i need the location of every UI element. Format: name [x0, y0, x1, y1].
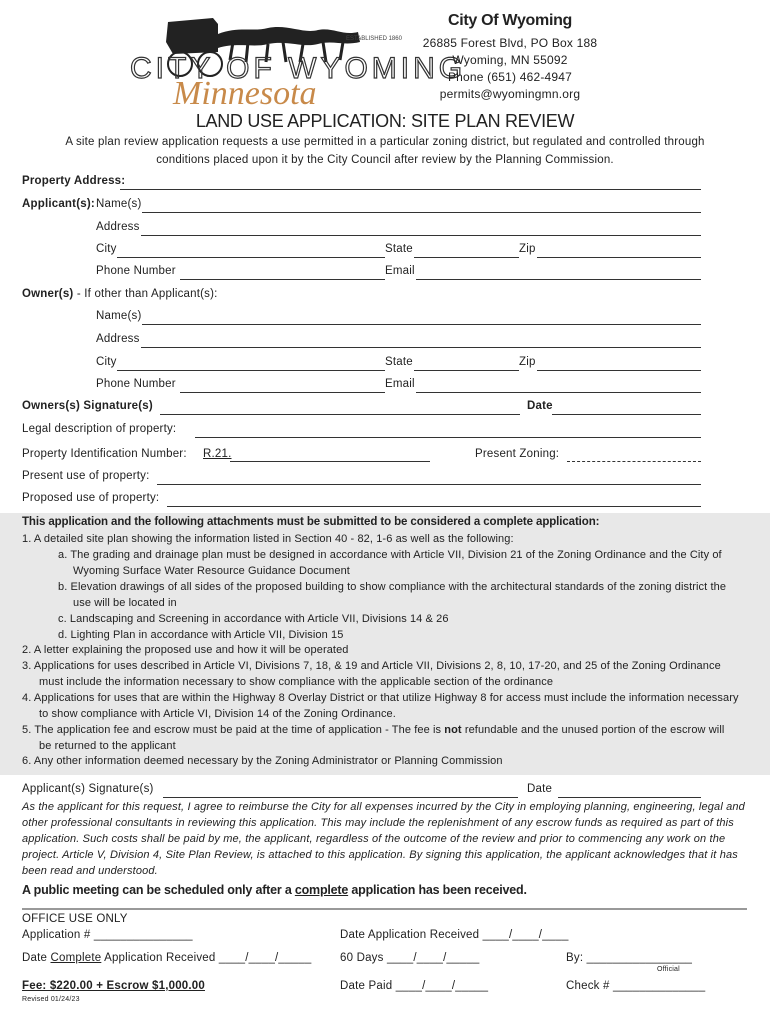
applicants-label: Applicant(s):	[22, 198, 95, 210]
attachments-heading: This application and the following attachments must be submitted to be considered a complete application:	[22, 516, 600, 528]
by-official[interactable]: By: ________________	[566, 952, 693, 964]
legal-description-field[interactable]	[195, 437, 701, 438]
owners-date-field[interactable]	[552, 414, 701, 415]
applicant-address-label: Address	[96, 221, 140, 233]
applicant-date-label: Date	[527, 783, 553, 795]
page-title: LAND USE APPLICATION: SITE PLAN REVIEW	[195, 111, 575, 131]
attachment-item-5-cont: be returned to the applicant	[39, 740, 176, 752]
owner-names-field[interactable]	[142, 324, 701, 325]
owner-email-label: Email	[385, 378, 415, 390]
proposed-use-label: Proposed use of property:	[22, 492, 160, 504]
agreement-line-4: project. Article V, Division 4, Site Plan Review, is attached to this application. By signing this application, the applicant acknowledges that it has	[22, 849, 738, 861]
attachment-item-1c: c. Landscaping and Screening in accordance with Article VII, Divisions 14 & 26	[58, 613, 449, 625]
complete-word: Complete	[50, 952, 102, 964]
applicant-zip-label: Zip	[519, 243, 536, 255]
attachment-item-5-not: not	[444, 724, 462, 736]
intro-line-1: A site plan review application requests a use permitted in a particular zoning district, but regulated and controlled through	[65, 136, 705, 148]
attachment-item-1d: d. Lighting Plan in accordance with Article VII, Division 15	[58, 629, 344, 641]
agreement-line-3: application. Such costs shall be paid by me, the applicant, regardless of the outcome of the review and prior to commencing any work on the	[22, 833, 726, 845]
present-zoning-label: Present Zoning:	[475, 448, 560, 460]
pin-value: R.21.	[203, 448, 232, 460]
attachment-item-1b-cont: use will be located in	[73, 597, 177, 609]
owner-address-field[interactable]	[141, 347, 701, 348]
check-number[interactable]: Check # ______________	[566, 980, 706, 992]
office-use-label: OFFICE USE ONLY	[22, 913, 128, 925]
owners-label: Owner(s)	[22, 288, 74, 300]
present-use-label: Present use of property:	[22, 470, 150, 482]
address-line-2: Wyoming, MN 55092	[452, 53, 568, 67]
attachment-item-4: 4. Applications for uses that are within the Highway 8 Overlay District or that utilize Highway 8 for access must include the information necessary	[22, 692, 739, 704]
present-use-field[interactable]	[157, 484, 701, 485]
attachment-item-1a: a. The grading and drainage plan must be designed in accordance with Article VII, Division 21 of the Zoning Ordinance and the City of	[58, 549, 722, 561]
pin-label: Property Identification Number:	[22, 448, 187, 460]
city-logo	[118, 12, 467, 112]
owner-phone-field[interactable]	[180, 392, 385, 393]
email: permits@wyomingmn.org	[439, 87, 581, 101]
city-title: City Of Wyoming	[447, 12, 573, 29]
date-complete-suffix: Application Received ____/____/_____	[101, 952, 312, 964]
applicant-state-field[interactable]	[414, 257, 519, 258]
official-label: Official	[657, 966, 680, 973]
attachment-item-1: 1. A detailed site plan showing the information listed in Section 40 - 82, 1-6 as well as the following:	[22, 533, 514, 545]
owner-zip-field[interactable]	[537, 370, 701, 371]
applicant-state-label: State	[385, 243, 413, 255]
fee-label: Fee: $220.00 + Escrow $1,000.00	[22, 980, 205, 992]
attachment-item-1a-cont: Wyoming Surface Water Resource Guidance Document	[73, 565, 350, 577]
attachment-item-5-text-b: refundable and the unused portion of the escrow will	[461, 724, 725, 736]
attachment-item-5-text-a: 5. The application fee and escrow must be paid at the time of application - The fee is	[22, 724, 445, 736]
date-complete-prefix: Date	[22, 952, 51, 964]
owner-address-label: Address	[96, 333, 140, 345]
agreement-line-5: been read and understood.	[22, 865, 158, 877]
applicant-email-label: Email	[385, 265, 415, 277]
stagecoach-logo-graphic	[118, 12, 467, 112]
attachment-item-5	[22, 722, 724, 738]
applicant-signature-label: Applicant(s) Signature(s)	[22, 783, 154, 795]
date-application-received[interactable]: Date Application Received ____/____/____	[340, 929, 569, 941]
applicant-phone-label: Phone Number	[96, 265, 176, 277]
owner-names-label: Name(s)	[96, 310, 142, 322]
owners-heading	[22, 288, 218, 300]
date-complete-received[interactable]	[22, 952, 311, 964]
public-meeting-post: application has been received.	[348, 883, 527, 897]
pin-field[interactable]	[230, 461, 430, 462]
public-meeting-pre: A public meeting can be scheduled only after a	[22, 883, 295, 897]
agreement-line-2: other professional consultants in reviewing this application. This may include the replenishment of any escrow funds as required as part of this	[22, 817, 734, 829]
applicant-date-field[interactable]	[558, 797, 701, 798]
attachment-item-4-cont: to show compliance with Article VI, Division 14 of the Zoning Ordinance.	[39, 708, 396, 720]
owner-phone-label: Phone Number	[96, 378, 176, 390]
public-meeting-note	[22, 883, 527, 897]
logo-established: ESTABLISHED 1860	[346, 36, 402, 42]
application-number[interactable]: Application # _______________	[22, 929, 193, 941]
sixty-days[interactable]: 60 Days ____/____/_____	[340, 952, 480, 964]
owner-state-field[interactable]	[414, 370, 519, 371]
applicant-names-field[interactable]	[142, 212, 701, 213]
agreement-line-1: As the applicant for this request, I agree to reimburse the City for all expenses incurred by the City in employing planning, engineering, legal and	[22, 801, 745, 813]
attachment-item-1b: b. Elevation drawings of all sides of the proposed building to show compliance with the architectural standards of the zoning district the	[58, 581, 727, 593]
address-line-1: 26885 Forest Blvd, PO Box 188	[422, 36, 598, 50]
present-zoning-field[interactable]	[567, 461, 701, 462]
property-address-field[interactable]	[120, 189, 701, 190]
applicant-zip-field[interactable]	[537, 257, 701, 258]
owners-signature-field[interactable]	[160, 414, 520, 415]
owners-signature-label: Owners(s) Signature(s)	[22, 400, 153, 412]
attachment-item-2: 2. A letter explaining the proposed use and how it will be operated	[22, 644, 349, 656]
owner-zip-label: Zip	[519, 356, 536, 368]
applicant-address-field[interactable]	[141, 235, 701, 236]
owners-note: - If other than Applicant(s):	[73, 288, 218, 300]
revised-date: Revised 01/24/23	[22, 996, 80, 1003]
owners-date-label: Date	[527, 400, 553, 412]
applicant-signature-field[interactable]	[163, 797, 518, 798]
owner-city-field[interactable]	[117, 370, 385, 371]
attachment-item-6: 6. Any other information deemed necessary by the Zoning Administrator or Planning Commission	[22, 755, 503, 767]
applicant-phone-field[interactable]	[180, 279, 385, 280]
applicant-city-field[interactable]	[117, 257, 385, 258]
logo-text: CITY OF WYOMING	[130, 52, 467, 85]
attachment-item-3: 3. Applications for uses described in Article VI, Divisions 7, 18, & 19 and Article VII, Divisions 2, 8, 10, 17-20, and 25 of the Zoning Ordinance	[22, 660, 721, 672]
proposed-use-field[interactable]	[167, 506, 701, 507]
legal-description-label: Legal description of property:	[22, 423, 177, 435]
intro-line-2: conditions placed upon it by the City Council after review by the Planning Commission.	[156, 154, 614, 166]
applicant-names-label: Name(s)	[96, 198, 142, 210]
logo-script: Minnesota	[173, 75, 317, 112]
date-paid[interactable]: Date Paid ____/____/_____	[340, 980, 489, 992]
attachment-item-3-cont: must include the information necessary to show compliance with the applicable section of the ordinance	[39, 676, 554, 688]
applicant-email-field[interactable]	[416, 279, 701, 280]
owner-state-label: State	[385, 356, 413, 368]
owner-email-field[interactable]	[416, 392, 701, 393]
phone: Phone (651) 462-4947	[447, 70, 573, 84]
applicant-city-label: City	[96, 243, 117, 255]
public-meeting-complete: complete	[294, 883, 349, 897]
office-divider	[22, 908, 747, 910]
owner-city-label: City	[96, 356, 117, 368]
property-address-label: Property Address:	[22, 175, 126, 187]
